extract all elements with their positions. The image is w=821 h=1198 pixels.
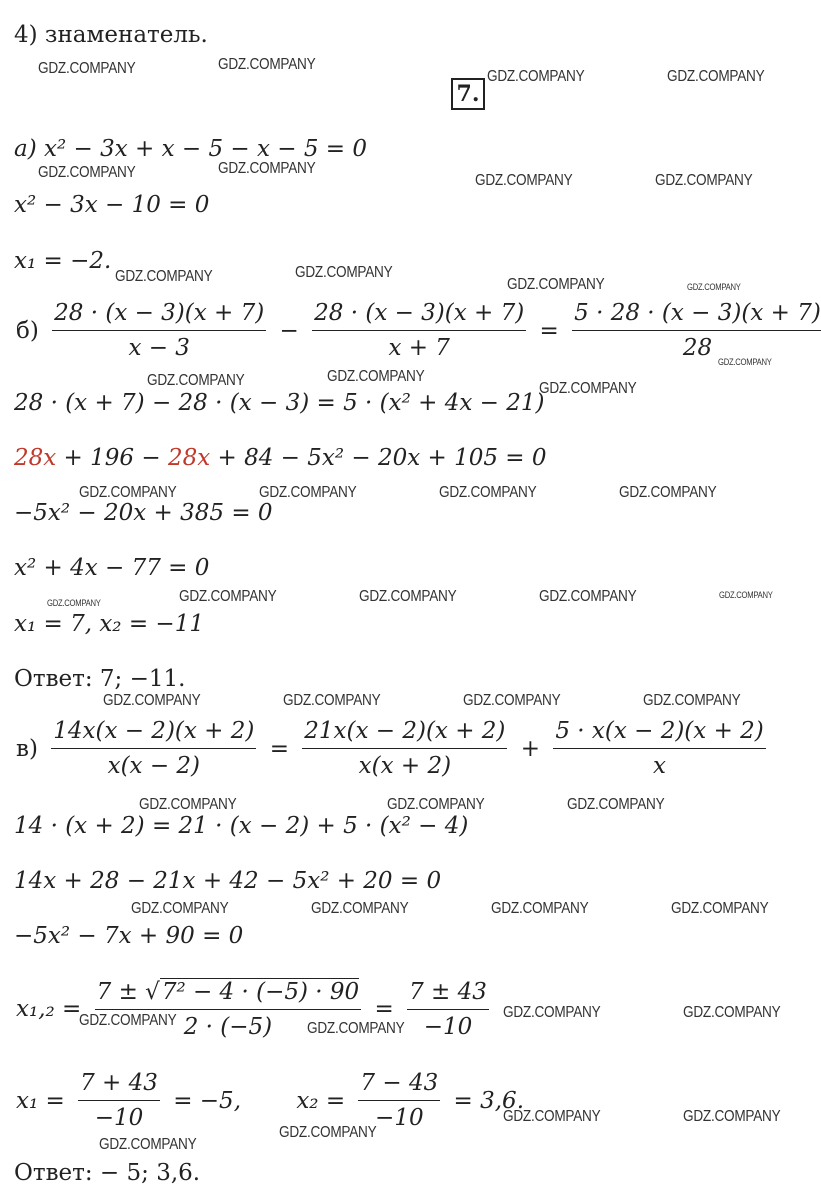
watermark-text: GDZ.COMPANY [619, 484, 717, 501]
equals-sign: = [269, 735, 289, 762]
fraction [78, 1070, 160, 1131]
watermark-text: GDZ.COMPANY [359, 588, 457, 605]
watermark-text: GDZ.COMPANY [179, 588, 277, 605]
fraction-numerator: 28 · (x − 3)(x + 7) [52, 300, 266, 331]
fraction-numerator: 14x(x − 2)(x + 2) [51, 718, 256, 749]
watermark-text: GDZ.COMPANY [503, 1004, 601, 1021]
root1-lhs: x₁ = [16, 1087, 65, 1114]
root2-rhs: = 3,6. [453, 1087, 525, 1114]
watermark-text: GDZ.COMPANY [115, 268, 213, 285]
watermark-text: GDZ.COMPANY [47, 598, 101, 608]
fraction-denominator: x [653, 753, 667, 779]
root2-lhs: x₂ = [296, 1087, 346, 1114]
fraction [52, 300, 266, 361]
eq-part: + 84 − 5x² − 20x + 105 = 0 [210, 445, 547, 471]
part-b-eq4: −5x² − 20x + 385 = 0 [14, 500, 273, 526]
watermark-text: GDZ.COMPANY [487, 68, 585, 85]
fraction-numerator: 7 ± 43 [407, 979, 489, 1010]
watermark-text: GDZ.COMPANY [643, 692, 741, 709]
watermark-text: GDZ.COMPANY [687, 282, 741, 292]
fraction-numerator: 5 · x(x − 2)(x + 2) [553, 718, 765, 749]
watermark-text: GDZ.COMPANY [491, 900, 589, 917]
watermark-text: GDZ.COMPANY [463, 692, 561, 709]
part-a-eq2: x² − 3x − 10 = 0 [14, 192, 210, 218]
part-c-roots-formula [14, 978, 493, 1040]
watermark-text: GDZ.COMPANY [671, 900, 769, 917]
fraction-denominator: −10 [94, 1105, 144, 1131]
watermark-text: GDZ.COMPANY [307, 1020, 405, 1037]
highlight-term: 28x [167, 445, 211, 471]
part-b-fraction-eq [14, 300, 821, 361]
watermark-text: GDZ.COMPANY [539, 380, 637, 397]
fraction-numerator: 7 − 43 [358, 1070, 440, 1101]
fraction-denominator: 2 · (−5) [183, 1014, 273, 1040]
watermark-text: GDZ.COMPANY [719, 590, 773, 600]
fraction [407, 979, 489, 1040]
part-c-eq2: 14 · (x + 2) = 21 · (x − 2) + 5 · (x² − 4) [14, 813, 469, 839]
watermark-text: GDZ.COMPANY [507, 276, 605, 293]
highlight-term: 28x [14, 445, 57, 471]
part-c-eq3: 14x + 28 − 21x + 42 − 5x² + 20 = 0 [14, 868, 442, 894]
watermark-text: GDZ.COMPANY [718, 357, 772, 367]
fraction-denominator: −10 [375, 1105, 424, 1131]
fraction-numerator: 7 + 43 [78, 1070, 160, 1101]
part-b-eq2: 28 · (x + 7) − 28 · (x − 3) = 5 · (x² + 4x − 21) [14, 390, 545, 416]
watermark-text: GDZ.COMPANY [311, 900, 409, 917]
watermark-text: GDZ.COMPANY [218, 160, 316, 177]
part-b-eq5: x² + 4x − 77 = 0 [14, 555, 210, 581]
watermark-text: GDZ.COMPANY [567, 796, 665, 813]
fraction-numerator: 28 · (x − 3)(x + 7) [312, 300, 526, 331]
watermark-text: GDZ.COMPANY [539, 588, 637, 605]
equals-sign: = [539, 317, 559, 344]
watermark-text: GDZ.COMPANY [439, 484, 537, 501]
part-b-answer: Ответ: 7; −11. [14, 666, 186, 692]
part-a-eq3: x₁ = −2. [14, 248, 112, 274]
watermark-text: GDZ.COMPANY [38, 60, 136, 77]
minus-sign: − [279, 317, 299, 344]
watermark-text: GDZ.COMPANY [283, 692, 381, 709]
watermark-text: GDZ.COMPANY [655, 172, 753, 189]
watermark-text: GDZ.COMPANY [683, 1004, 781, 1021]
fraction-numerator [95, 978, 362, 1010]
watermark-text: GDZ.COMPANY [475, 172, 573, 189]
watermark-text: GDZ.COMPANY [79, 1012, 177, 1029]
watermark-text: GDZ.COMPANY [667, 68, 765, 85]
part-a-eq1: а) x² − 3x + x − 5 − x − 5 = 0 [14, 136, 367, 162]
part-c-roots [14, 1070, 526, 1131]
part-b-label: б) [16, 317, 39, 344]
part-c-fraction-eq [14, 718, 770, 779]
watermark-text: GDZ.COMPANY [103, 692, 201, 709]
watermark-text: GDZ.COMPANY [131, 900, 229, 917]
sqrt-sign: √ [145, 979, 160, 1005]
part-b-eq6: x₁ = 7, x₂ = −11 [14, 611, 204, 637]
fraction [358, 1070, 440, 1131]
watermark-text: GDZ.COMPANY [259, 484, 357, 501]
intro-line: 4) знаменатель. [14, 22, 208, 48]
roots-lhs: x₁,₂ = [16, 996, 82, 1022]
fraction [51, 718, 256, 779]
watermark-text: GDZ.COMPANY [295, 264, 393, 281]
fraction-numerator: 21x(x − 2)(x + 2) [302, 718, 507, 749]
eq-part: + 196 − [56, 445, 168, 471]
equals-sign: = [374, 996, 394, 1022]
watermark-text: GDZ.COMPANY [147, 372, 245, 389]
watermark-text: GDZ.COMPANY [387, 796, 485, 813]
fraction [302, 718, 507, 779]
watermark-text: GDZ.COMPANY [79, 484, 177, 501]
part-b-eq3 [14, 447, 547, 470]
fraction-denominator: 28 [682, 335, 713, 361]
fraction [572, 300, 821, 361]
fraction-denominator: x(x + 2) [358, 753, 452, 779]
part-c-answer: Ответ: − 5; 3,6. [14, 1160, 201, 1186]
watermark-text: GDZ.COMPANY [99, 1136, 197, 1153]
fraction-denominator: −10 [423, 1013, 473, 1040]
problem-number: 7. [451, 78, 485, 110]
fraction-denominator: x + 7 [388, 335, 450, 361]
watermark-text: GDZ.COMPANY [38, 164, 136, 181]
watermark-text: GDZ.COMPANY [327, 368, 425, 385]
root1-rhs: = −5, [173, 1087, 242, 1114]
watermark-text: GDZ.COMPANY [279, 1124, 377, 1141]
numerator-part: 7 ± [96, 979, 146, 1005]
part-c-label: в) [16, 735, 38, 762]
fraction [312, 300, 526, 361]
watermark-text: GDZ.COMPANY [683, 1108, 781, 1125]
part-c-eq4: −5x² − 7x + 90 = 0 [14, 923, 244, 949]
fraction-denominator: x(x − 2) [107, 753, 201, 779]
watermark-text: GDZ.COMPANY [503, 1108, 601, 1125]
fraction [553, 718, 765, 779]
watermark-text: GDZ.COMPANY [139, 796, 237, 813]
sqrt-radicand: 7² − 4 · (−5) · 90 [161, 979, 360, 1005]
watermark-text: GDZ.COMPANY [218, 56, 316, 73]
plus-sign: + [520, 735, 541, 762]
fraction-denominator: x − 3 [128, 335, 190, 361]
fraction-numerator: 5 · 28 · (x − 3)(x + 7) [572, 300, 821, 331]
